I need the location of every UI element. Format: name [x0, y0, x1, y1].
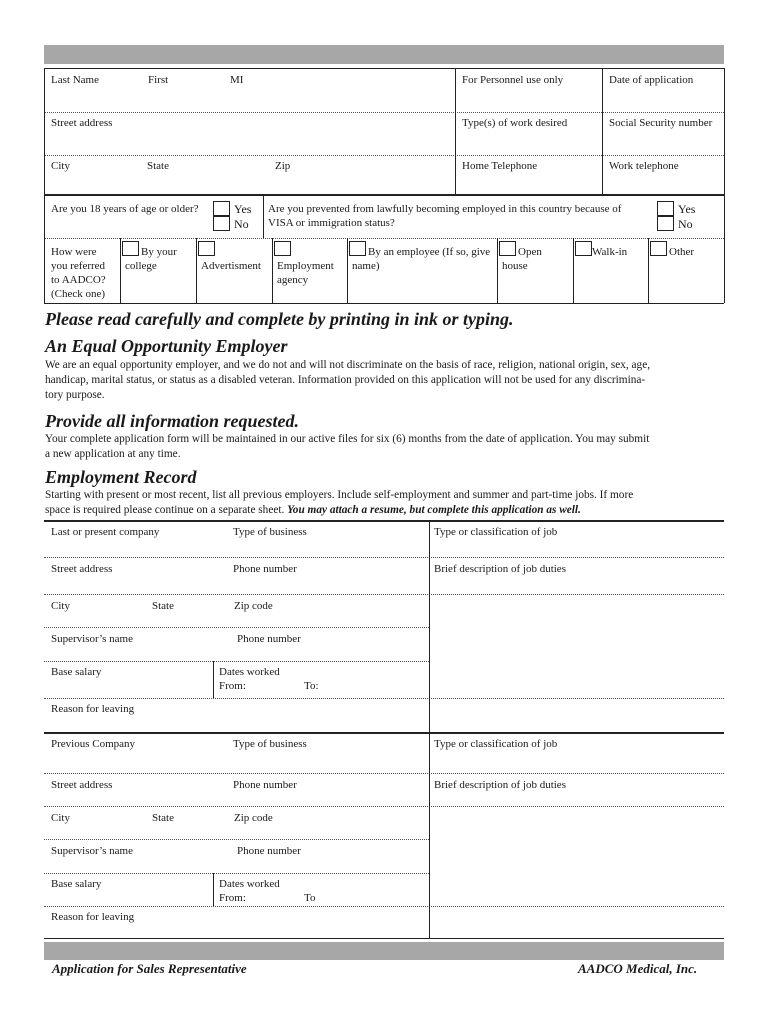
city-label: City	[51, 600, 70, 612]
provide-info-heading: Provide all information requested.	[45, 411, 299, 431]
referral-question-line3: to AADCO?	[51, 274, 106, 286]
visa-question-line2: VISA or immigration status?	[268, 217, 395, 229]
street-address-label: Street address	[51, 779, 113, 791]
college-checkbox[interactable]	[122, 241, 139, 256]
business-type-label: Type of business	[233, 526, 307, 538]
base-salary-label: Base salary	[51, 878, 102, 890]
employment-record-line1: Starting with present or most recent, list all previous employers. Include self-employment and summer and part-time jobs. If more	[45, 489, 634, 501]
from-label: From:	[219, 892, 246, 904]
reason-leaving-label: Reason for leaving	[51, 911, 135, 923]
dates-worked-label: Dates worked	[219, 878, 280, 890]
visa-no-label: No	[678, 217, 693, 231]
other-label: Other	[669, 246, 695, 258]
agency-label-line1: Employment	[277, 260, 334, 272]
street-address-label: Street address	[51, 117, 113, 129]
eo-paragraph-line3: tory purpose.	[45, 389, 105, 401]
walk-in-label: Walk-in	[592, 246, 628, 258]
walk-in-checkbox[interactable]	[575, 241, 592, 256]
job-duties-label: Brief description of job duties	[434, 779, 566, 791]
age-no-checkbox[interactable]	[213, 216, 230, 231]
first-name-label: First	[148, 74, 169, 86]
job-classification-label: Type or classification of job	[434, 738, 558, 750]
dates-worked-label: Dates worked	[219, 666, 280, 678]
eo-paragraph-line2: handicap, marital status, or status as a disabled veteran. Information provided on this application will not be used for any discrimina-	[45, 374, 646, 386]
employment-record-line2	[45, 503, 581, 518]
open-house-label-line1: Open	[518, 246, 542, 258]
employment-record-line2-text: space is required please continue on a separate sheet.	[45, 504, 285, 516]
date-of-application-label: Date of application	[609, 74, 694, 86]
supervisor-name-label: Supervisor’s name	[51, 845, 133, 857]
employment-record-heading: Employment Record	[45, 467, 197, 487]
employee-label-line1: By an employee (If so, give	[368, 246, 491, 258]
open-house-checkbox[interactable]	[499, 241, 516, 256]
college-label-line2: college	[125, 260, 157, 272]
employee-label-line2: name)	[352, 260, 380, 272]
company-label: Previous Company	[51, 738, 136, 750]
visa-yes-label: Yes	[678, 202, 696, 216]
work-desired-label: Type(s) of work desired	[462, 117, 568, 129]
provide-info-line2: a new application at any time.	[45, 448, 181, 460]
resume-note: You may attach a resume, but complete this application as well.	[287, 504, 581, 516]
agency-label-line2: agency	[277, 274, 309, 286]
referral-question-line1: How were	[51, 246, 97, 258]
zip-code-label: Zip code	[234, 600, 273, 612]
other-checkbox[interactable]	[650, 241, 667, 256]
college-label-line1: By your	[141, 246, 177, 258]
zip-label: Zip	[275, 160, 291, 172]
state-label: State	[152, 812, 174, 824]
company-label: Last or present company	[51, 526, 160, 538]
city-label: City	[51, 812, 70, 824]
referral-question-line2: you referred	[51, 260, 106, 272]
eo-paragraph-line1: We are an equal opportunity employer, and we do not and will not discriminate on the basis of race, religion, national origin, sex, age,	[45, 359, 651, 371]
advertisement-label: Advertisment	[201, 260, 261, 272]
employment-agency-checkbox[interactable]	[274, 241, 291, 256]
state-label: State	[147, 160, 169, 172]
last-name-label: Last Name	[51, 74, 99, 86]
from-label: From:	[219, 680, 246, 692]
open-house-label-line2: house	[502, 260, 528, 272]
city-label: City	[51, 160, 70, 172]
supervisor-phone-label: Phone number	[237, 845, 301, 857]
employee-referral-checkbox[interactable]	[349, 241, 366, 256]
mi-label: MI	[230, 74, 244, 86]
street-address-label: Street address	[51, 563, 113, 575]
to-label: To:	[304, 680, 319, 692]
work-telephone-label: Work telephone	[609, 160, 679, 172]
age-question-label: Are you 18 years of age or older?	[51, 203, 199, 215]
header-bar	[44, 45, 724, 64]
instructions-heading: Please read carefully and complete by printing in ink or typing.	[45, 309, 514, 329]
footer-bar	[44, 942, 724, 960]
personnel-use-label: For Personnel use only	[462, 74, 564, 86]
job-classification-label: Type or classification of job	[434, 526, 558, 538]
visa-yes-checkbox[interactable]	[657, 201, 674, 216]
business-type-label: Type of business	[233, 738, 307, 750]
phone-number-label: Phone number	[233, 563, 297, 575]
supervisor-name-label: Supervisor’s name	[51, 633, 133, 645]
to-label: To	[304, 892, 316, 904]
reason-leaving-label: Reason for leaving	[51, 703, 135, 715]
referral-question-line4: (Check one)	[51, 288, 106, 300]
base-salary-label: Base salary	[51, 666, 102, 678]
visa-question-line1: Are you prevented from lawfully becoming employed in this country because of	[268, 203, 622, 215]
phone-number-label: Phone number	[233, 779, 297, 791]
ssn-label: Social Security number	[609, 117, 713, 129]
visa-no-checkbox[interactable]	[657, 216, 674, 231]
footer-company-name: AADCO Medical, Inc.	[578, 961, 698, 976]
equal-opportunity-heading: An Equal Opportunity Employer	[45, 336, 288, 356]
supervisor-phone-label: Phone number	[237, 633, 301, 645]
age-yes-checkbox[interactable]	[213, 201, 230, 216]
home-telephone-label: Home Telephone	[462, 160, 538, 172]
age-yes-label: Yes	[234, 202, 252, 216]
footer-form-title: Application for Sales Representative	[52, 961, 247, 976]
provide-info-line1: Your complete application form will be maintained in our active files for six (6) months from the date of application. You may submit	[45, 433, 650, 445]
job-duties-label: Brief description of job duties	[434, 563, 566, 575]
advertisement-checkbox[interactable]	[198, 241, 215, 256]
zip-code-label: Zip code	[234, 812, 273, 824]
state-label: State	[152, 600, 174, 612]
age-no-label: No	[234, 217, 249, 231]
